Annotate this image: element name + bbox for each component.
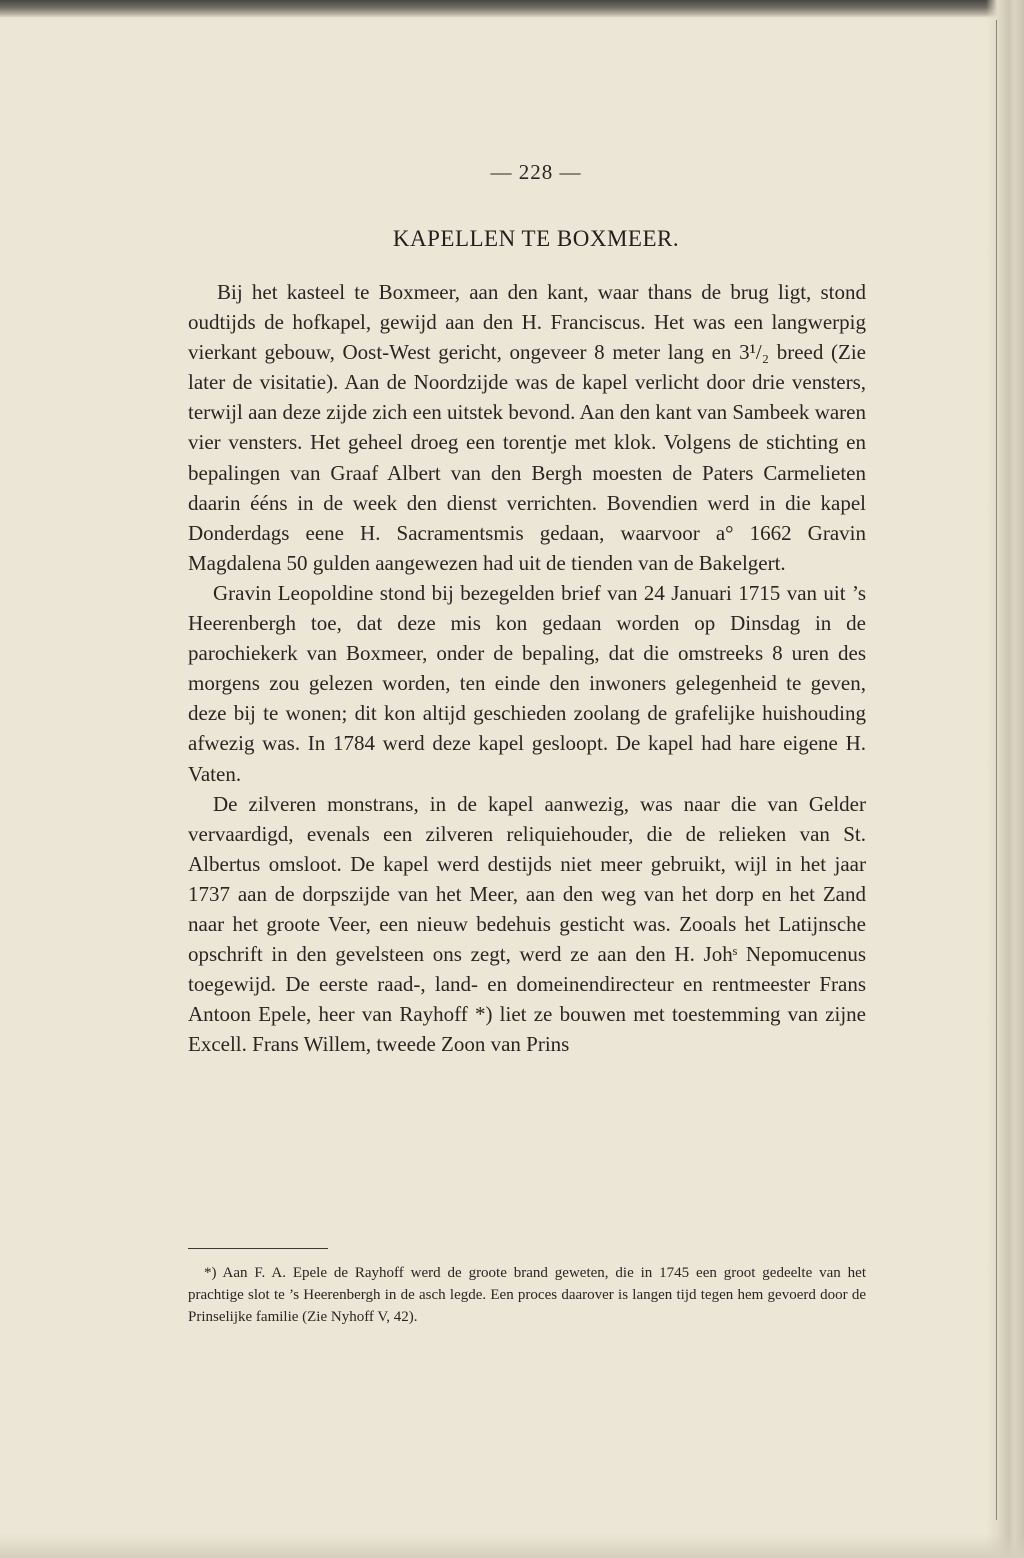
footnote-divider xyxy=(188,1248,328,1249)
paragraph-1: Bij het kasteel te Boxmeer, aan den kant, waar thans de brug ligt, stond oudtijds de hofkapel, gewijd aan den H. Franciscus. Het was een langwerpig vierkant gebouw, Oost-West gericht, ongeveer 8 meter lang en 3¹/₂ breed (Zie later de visitatie). Aan de Noordzijde was de kapel verlicht door drie vensters, terwijl aan deze zijde zich een uitstek bevond. Aan den kant van Sambeek waren vier vensters. Het geheel droeg een torentje met klok. Volgens de stichting en bepalingen van Graaf Albert van den Bergh moesten de Paters Carmelieten daarin ééns in de week den dienst verrichten. Bovendien werd in die kapel Donderdags eene H. Sacramentsmis gedaan, waarvoor a° 1662 Gravin Magdalena 50 gulden aangewezen had uit de tienden van de Bakelgert. xyxy=(188,280,866,575)
paragraph-2: Gravin Leopoldine stond bij bezegelden brief van 24 Januari 1715 van uit ’s Heerenbergh toe, dat deze mis kon gedaan worden op Dinsdag in de parochiekerk van Boxmeer, onder de bepaling, dat die omstreeks 8 uren des morgens zou gelezen worden, ten einde den inwoners gelegenheid te geven, deze bij te wonen; dit kon altijd geschieden zoolang de grafelijke huishouding afwezig was. In 1784 werd deze kapel gesloopt. De kapel had hare eigene H. Vaten. xyxy=(188,580,866,786)
paragraph-3: De zilveren monstrans, in de kapel aanwezig, was naar die van Gelder vervaardigd, evenals een zilveren reliquiehouder, die de relieken van St. Albertus omsloot. De kapel werd destijds niet meer gebruikt, wijl in het jaar 1737 aan de dorpszijde van het Meer, aan den weg van het dorp en het Zand naar het groote Veer, een nieuw bedehuis gesticht was. Zooals het Latijnsche opschrift in den gevelsteen ons zegt, werd ze aan den H. Johˢ Nepomucenus toegewijd. De eerste raad-, land- en domeinendirecteur en rentmeester Frans Antoon Epele, heer van Rayhoff *) liet ze bouwen met toestemming van zijne Excell. Frans Willem, tweede Zoon van Prins xyxy=(188,791,866,1057)
bottom-page-edge xyxy=(0,1534,1024,1558)
body-text xyxy=(188,277,866,1059)
top-page-edge xyxy=(0,0,1024,18)
chapter-title: KAPELLEN TE BOXMEER. xyxy=(392,226,680,251)
footnote-text: *) Aan F. A. Epele de Rayhoff werd de groote brand geweten, die in 1745 een groot gedeelte van het prachtige slot te ’s Heerenbergh in de asch legde. Een proces daarover is langen tijd tegen hem gevoerd door de Prinselijke familie (Zie Nyhoff V, 42). xyxy=(188,1265,866,1325)
footnote xyxy=(188,1262,866,1328)
page-number: — 228 — xyxy=(490,160,582,184)
